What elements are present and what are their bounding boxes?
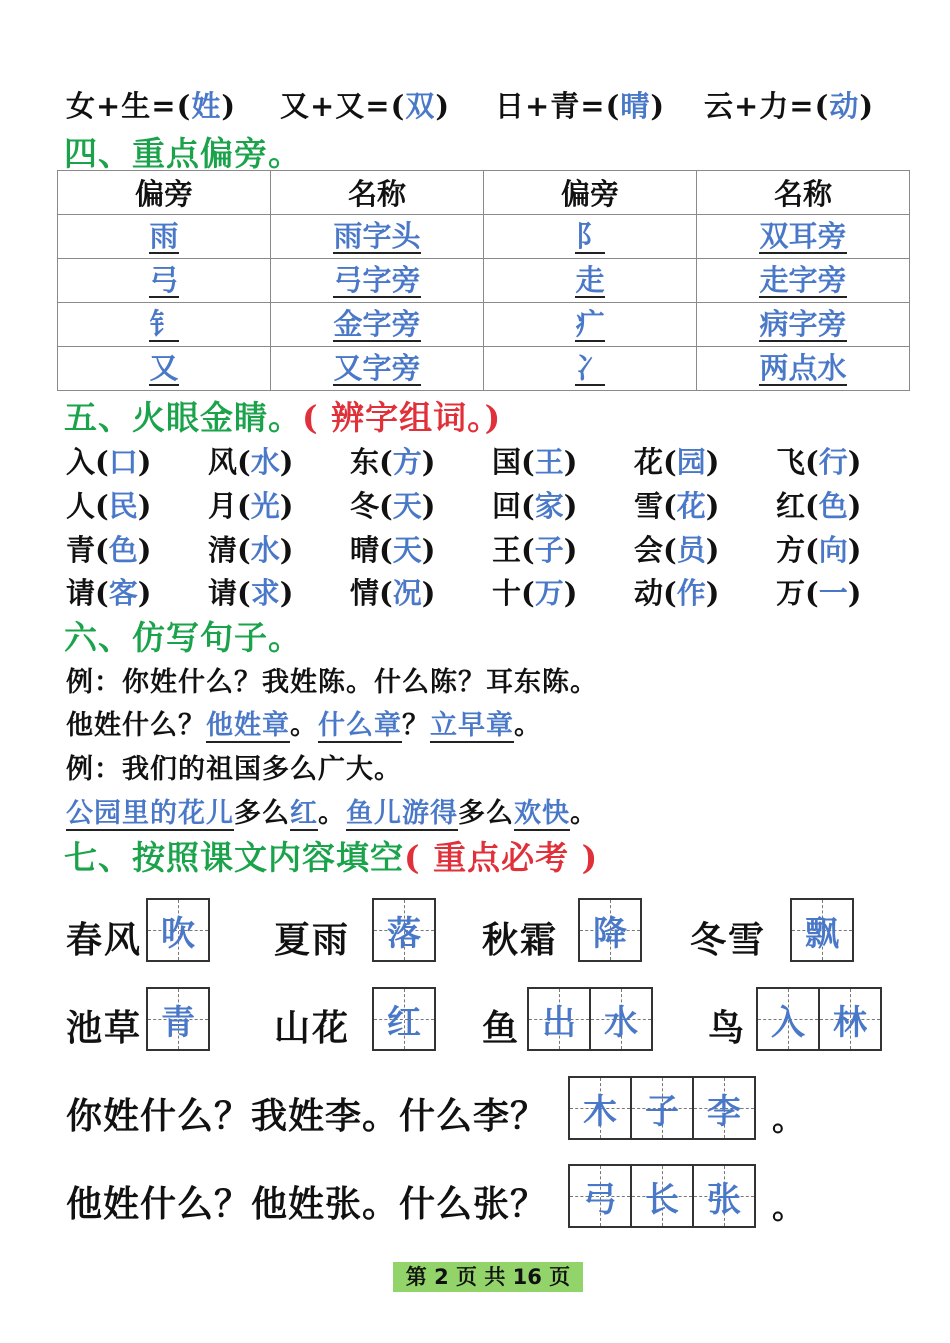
word-pair [350, 484, 436, 525]
section-7-note: ( 重点必考 ) [404, 838, 599, 877]
word-answer: 色 [818, 489, 848, 523]
period: 。 [772, 1100, 805, 1138]
word-answer: 作 [676, 576, 706, 610]
word-char: 青 [66, 533, 96, 567]
word-pair [208, 484, 294, 525]
tianzige-cell: 红 [372, 987, 436, 1051]
fill-label: 冬雪 [690, 919, 767, 961]
table-row [58, 215, 910, 259]
radical-name: 两点水 [759, 351, 847, 386]
radical-name: 雨字头 [333, 219, 421, 254]
paren-close: ) [705, 533, 720, 567]
word-char: 人 [66, 489, 96, 523]
paren-open: ( [379, 489, 393, 523]
word-answer: 客 [108, 576, 138, 610]
word-pair [492, 571, 578, 612]
paren-close: ) [279, 489, 294, 523]
paren-close: ) [279, 533, 294, 567]
header-cell: 偏旁 [58, 171, 271, 215]
tianzige-cell: 子 [630, 1076, 694, 1140]
word-char: 月 [208, 489, 238, 523]
section-4-title: 四、重点偏旁。 [64, 134, 302, 173]
paren-close: ) [847, 533, 862, 567]
tianzige-cell: 飘 [790, 898, 854, 962]
word-char: 国 [492, 445, 522, 479]
word-char: 红 [776, 489, 806, 523]
paren-close: ) [279, 576, 294, 610]
paren-open: ( [663, 533, 677, 567]
formula-2: 又+又=(双) [280, 89, 451, 123]
answer-sentence-1: 他姓什么？他姓章。什么章？立早章。 [66, 710, 542, 741]
word-char: 入 [66, 445, 96, 479]
paren-open: ( [805, 489, 819, 523]
word-pair [66, 484, 152, 525]
section-7-title: 七、按照课文内容填空( 重点必考 ) [64, 838, 599, 877]
word-char: 冬 [350, 489, 380, 523]
word-pair [776, 484, 862, 525]
word-pair [66, 528, 152, 569]
radical: 雨 [149, 219, 179, 254]
word-pair [634, 440, 720, 481]
radical-name: 弓字旁 [333, 263, 421, 298]
word-char: 请 [208, 576, 238, 610]
word-pair [350, 571, 436, 612]
tianzige-boxes [790, 898, 852, 962]
section-5-title: 五、火眼金睛。( 辨字组词。) [64, 398, 502, 437]
tianzige-boxes [756, 987, 880, 1051]
radical-name: 走字旁 [759, 263, 847, 298]
page-number: 第 2 页 共 16 页 [393, 1262, 583, 1292]
paren-open: ( [95, 445, 109, 479]
tianzige-boxes [372, 898, 434, 962]
paren-close: ) [137, 489, 152, 523]
paren-open: ( [379, 576, 393, 610]
paren-close: ) [137, 533, 152, 567]
paren-close: ) [563, 576, 578, 610]
word-char: 十 [492, 576, 522, 610]
fill-label: 山花 [274, 1007, 351, 1049]
word-pair [208, 571, 294, 612]
fill-label: 秋霜 [482, 919, 559, 961]
tianzige-cell: 入 [756, 987, 820, 1051]
paren-close: ) [563, 533, 578, 567]
word-pair [634, 571, 720, 612]
paren-close: ) [421, 489, 436, 523]
word-answer: 况 [392, 576, 422, 610]
tianzige-cell: 降 [578, 898, 642, 962]
paren-close: ) [705, 445, 720, 479]
header-cell: 名称 [697, 171, 910, 215]
formula-1: 女+生=(姓) [66, 89, 237, 123]
word-pair [492, 440, 578, 481]
radical-name: 双耳旁 [759, 219, 847, 254]
paren-close: ) [137, 445, 152, 479]
word-char: 回 [492, 489, 522, 523]
word-pair [492, 528, 578, 569]
word-pair [208, 528, 294, 569]
fill-label: 鱼 [482, 1007, 521, 1049]
tianzige-boxes [568, 1076, 754, 1140]
word-char: 雪 [634, 489, 664, 523]
tianzige-cell: 林 [818, 987, 882, 1051]
tianzige-cell: 长 [630, 1164, 694, 1228]
paren-open: ( [379, 445, 393, 479]
radical-name: 病字旁 [759, 307, 847, 342]
paren-close: ) [563, 489, 578, 523]
word-pair [776, 528, 862, 569]
tianzige-boxes [568, 1164, 754, 1228]
word-pair [634, 484, 720, 525]
tianzige-boxes [146, 987, 208, 1051]
paren-open: ( [237, 489, 251, 523]
paren-close: ) [421, 576, 436, 610]
word-char: 方 [776, 533, 806, 567]
paren-close: ) [705, 576, 720, 610]
tianzige-cell: 木 [568, 1076, 632, 1140]
table-row [58, 347, 910, 391]
tianzige-cell: 出 [527, 987, 591, 1051]
tianzige-boxes [372, 987, 434, 1051]
header-cell: 名称 [271, 171, 484, 215]
word-answer: 口 [108, 445, 138, 479]
word-char: 花 [634, 445, 664, 479]
paren-open: ( [95, 489, 109, 523]
paren-close: ) [421, 533, 436, 567]
example-sentence-1: 例：你姓什么？我姓陈。什么陈？耳东陈。 [66, 667, 598, 698]
paren-open: ( [805, 445, 819, 479]
word-pair [492, 484, 578, 525]
word-answer: 一 [818, 576, 848, 610]
word-answer: 水 [250, 533, 280, 567]
fill-label: 鸟 [708, 1007, 747, 1049]
paren-close: ) [847, 489, 862, 523]
word-answer: 行 [818, 445, 848, 479]
word-char: 请 [66, 576, 96, 610]
word-pair [350, 528, 436, 569]
paren-open: ( [237, 533, 251, 567]
paren-open: ( [237, 576, 251, 610]
paren-close: ) [847, 576, 862, 610]
paren-open: ( [521, 576, 535, 610]
word-pair [776, 440, 862, 481]
radical: 走 [575, 263, 605, 298]
word-answer: 天 [392, 489, 422, 523]
paren-open: ( [95, 533, 109, 567]
fill-label: 池草 [66, 1007, 143, 1049]
paren-close: ) [279, 445, 294, 479]
radical: 弓 [149, 263, 179, 298]
tianzige-cell: 吹 [146, 898, 210, 962]
tianzige-cell: 青 [146, 987, 210, 1051]
word-char: 王 [492, 533, 522, 567]
section-6-title: 六、仿写句子。 [64, 618, 302, 657]
word-char: 动 [634, 576, 664, 610]
fill-label: 夏雨 [274, 919, 351, 961]
word-answer: 民 [108, 489, 138, 523]
tianzige-boxes [146, 898, 208, 962]
table-row [58, 259, 910, 303]
paren-close: ) [705, 489, 720, 523]
word-char: 东 [350, 445, 380, 479]
paren-open: ( [379, 533, 393, 567]
tianzige-cell: 张 [692, 1164, 756, 1228]
word-answer: 万 [534, 576, 564, 610]
tianzige-boxes [578, 898, 640, 962]
word-char: 飞 [776, 445, 806, 479]
tianzige-cell: 水 [589, 987, 653, 1051]
tianzige-cell: 落 [372, 898, 436, 962]
paren-open: ( [663, 489, 677, 523]
table-row [58, 303, 910, 347]
word-pair [350, 440, 436, 481]
radical: 钅 [149, 307, 179, 342]
section-5-note: ( 辨字组词。) [302, 398, 502, 437]
paren-close: ) [137, 576, 152, 610]
word-pair [66, 571, 152, 612]
formula-4: 云+力=(动) [704, 89, 875, 123]
tianzige-cell: 弓 [568, 1164, 632, 1228]
word-char: 会 [634, 533, 664, 567]
word-char: 清 [208, 533, 238, 567]
paren-open: ( [663, 445, 677, 479]
paren-open: ( [805, 576, 819, 610]
paren-open: ( [521, 533, 535, 567]
radical: 冫 [575, 351, 605, 386]
word-char: 情 [350, 576, 380, 610]
word-char: 万 [776, 576, 806, 610]
word-answer: 家 [534, 489, 564, 523]
period: 。 [772, 1188, 805, 1226]
answer-sentence-2: 公园里的花儿多么红。鱼儿游得多么欢快。 [66, 798, 598, 829]
word-answer: 天 [392, 533, 422, 567]
tianzige-cell: 李 [692, 1076, 756, 1140]
word-answer: 方 [392, 445, 422, 479]
header-cell: 偏旁 [484, 171, 697, 215]
radical: 阝 [575, 219, 605, 254]
radical-name: 金字旁 [333, 307, 421, 342]
word-answer: 园 [676, 445, 706, 479]
paren-open: ( [237, 445, 251, 479]
paren-open: ( [663, 576, 677, 610]
fill-label: 他姓什么？他姓张。什么张？ [66, 1183, 548, 1225]
word-answer: 水 [250, 445, 280, 479]
word-answer: 光 [250, 489, 280, 523]
fill-label: 你姓什么？我姓李。什么李？ [66, 1095, 548, 1137]
paren-close: ) [421, 445, 436, 479]
word-pair [776, 571, 862, 612]
word-answer: 子 [534, 533, 564, 567]
paren-close: ) [563, 445, 578, 479]
word-answer: 王 [534, 445, 564, 479]
tianzige-boxes [527, 987, 651, 1051]
word-char: 风 [208, 445, 238, 479]
paren-close: ) [847, 445, 862, 479]
word-char: 晴 [350, 533, 380, 567]
radical: 疒 [575, 307, 605, 342]
word-pair [66, 440, 152, 481]
radical: 又 [149, 351, 179, 386]
word-pair [634, 528, 720, 569]
paren-open: ( [521, 489, 535, 523]
fill-label: 春风 [66, 919, 143, 961]
radical-name: 又字旁 [333, 351, 421, 386]
word-pair [208, 440, 294, 481]
paren-open: ( [95, 576, 109, 610]
table-header-row [58, 171, 910, 215]
formula-3: 日+青=(晴) [495, 89, 666, 123]
word-answer: 色 [108, 533, 138, 567]
word-answer: 员 [676, 533, 706, 567]
word-answer: 向 [818, 533, 848, 567]
example-sentence-2: 例：我们的祖国多么广大。 [66, 754, 402, 785]
paren-open: ( [521, 445, 535, 479]
radicals-table [57, 170, 910, 391]
word-answer: 花 [676, 489, 706, 523]
paren-open: ( [805, 533, 819, 567]
word-answer: 求 [250, 576, 280, 610]
